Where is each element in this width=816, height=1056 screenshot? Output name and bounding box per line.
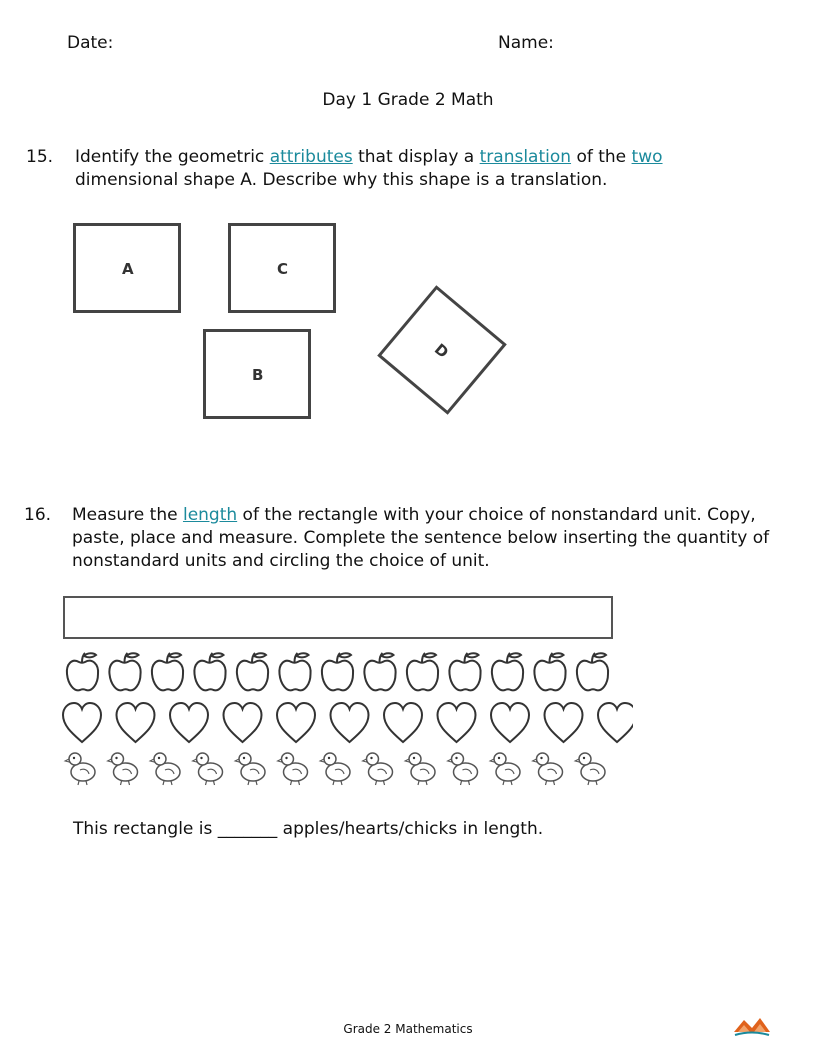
shape-c [228, 223, 336, 313]
mountain-logo-icon [732, 1012, 772, 1038]
shape-b [203, 329, 311, 419]
heart-unit-icon[interactable] [491, 703, 529, 742]
apple-unit-icon[interactable] [279, 653, 310, 690]
shape-b-label: B [252, 366, 264, 384]
apple-unit-icon[interactable] [67, 653, 98, 690]
heart-unit-icon[interactable] [63, 703, 101, 742]
heart-unit-icon[interactable] [545, 703, 583, 742]
answer-sentence: This rectangle is _______ apples/hearts/chicks in length. [73, 819, 544, 839]
chick-unit-icon[interactable] [533, 753, 563, 785]
page-title: Day 1 Grade 2 Math [322, 90, 494, 110]
chick-unit-icon[interactable] [65, 753, 95, 785]
shape-d-label: D [430, 340, 453, 362]
q15-text-part: of the [571, 147, 632, 167]
chick-unit-icon[interactable] [193, 753, 223, 785]
chick-unit-icon[interactable] [108, 753, 138, 785]
link-length[interactable]: length [182, 505, 238, 525]
apple-unit-icon[interactable] [152, 653, 183, 690]
apple-unit-icon[interactable] [109, 653, 140, 690]
apple-unit-icon[interactable] [577, 653, 608, 690]
apple-unit-icon[interactable] [237, 653, 268, 690]
q15-text-line2: dimensional shape A. Describe why this shape is a translation. [75, 170, 608, 190]
chick-unit-icon[interactable] [490, 753, 520, 785]
heart-unit-icon[interactable] [598, 703, 633, 742]
q16-text-part: of the rectangle with your choice of nonstandard unit. Copy, [237, 505, 756, 525]
name-label: Name: [498, 33, 554, 53]
apple-row [60, 650, 630, 696]
shape-d [377, 285, 507, 415]
heart-unit-icon[interactable] [277, 703, 315, 742]
q16-text-line3: nonstandard units and circling the choice of unit. [72, 551, 490, 571]
chick-unit-icon[interactable] [235, 753, 265, 785]
chick-unit-icon[interactable] [150, 753, 180, 785]
question-15-number: 15. [26, 147, 54, 167]
question-16-text [72, 504, 802, 573]
link-attributes[interactable]: attributes [269, 147, 353, 167]
apple-unit-icon[interactable] [322, 653, 353, 690]
heart-unit-icon[interactable] [224, 703, 262, 742]
q16-text-part: Measure the [72, 505, 183, 525]
chick-unit-icon[interactable] [448, 753, 478, 785]
heart-unit-icon[interactable] [331, 703, 369, 742]
apple-unit-icon[interactable] [534, 653, 565, 690]
shape-c-label: C [277, 260, 289, 278]
chick-row [60, 748, 630, 788]
apple-unit-icon[interactable] [492, 653, 523, 690]
measure-rectangle [63, 596, 613, 639]
chick-unit-icon[interactable] [405, 753, 435, 785]
question-15-text [75, 146, 795, 192]
chick-unit-icon[interactable] [363, 753, 393, 785]
heart-unit-icon[interactable] [438, 703, 476, 742]
heart-unit-icon[interactable] [170, 703, 208, 742]
link-two[interactable]: two [631, 147, 663, 167]
apple-unit-icon[interactable] [449, 653, 480, 690]
footer-text: Grade 2 Mathematics [343, 1022, 473, 1036]
date-label: Date: [67, 33, 114, 53]
chick-unit-icon[interactable] [575, 753, 605, 785]
question-16-number: 16. [24, 505, 52, 525]
q16-text-line2: paste, place and measure. Complete the sentence below inserting the quantity of [72, 528, 770, 548]
chick-unit-icon[interactable] [320, 753, 350, 785]
apple-unit-icon[interactable] [194, 653, 225, 690]
link-translation[interactable]: translation [479, 147, 572, 167]
apple-unit-icon[interactable] [364, 653, 395, 690]
shape-a [73, 223, 181, 313]
chick-unit-icon[interactable] [278, 753, 308, 785]
apple-unit-icon[interactable] [407, 653, 438, 690]
q15-text-part: that display a [352, 147, 480, 167]
heart-unit-icon[interactable] [384, 703, 422, 742]
q15-text-part: Identify the geometric [75, 147, 270, 167]
heart-unit-icon[interactable] [117, 703, 155, 742]
heart-row [58, 700, 633, 748]
shape-a-label: A [122, 260, 134, 278]
